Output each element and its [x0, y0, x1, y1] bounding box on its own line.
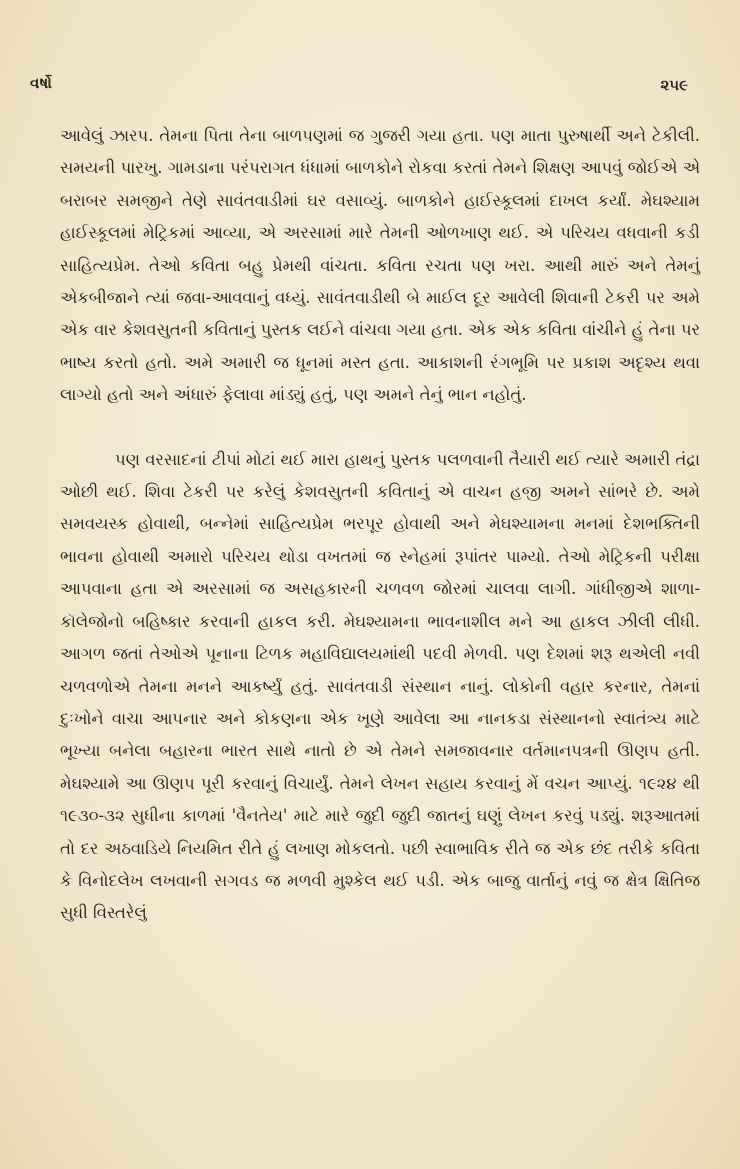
- body-text: [60, 120, 700, 930]
- paragraph-2: પણ વરસાદનાં ટીપાં મોટાં થઈ મારા હાથનું પુસ્તક પલળવાની તૈયારી થઈ ત્યારે અમારી તંદ્રા ઓછી થઈ. શિવા ટેકરી પર કરેલું કેશવસુતની કવિતાનું એ વાચન હજી અમને સાંભરે છે. અમે સમવયસ્ક હોવાથી, બન્નેમાં સાહિત્યપ્રેમ ભરપૂર હોવાથી અને મેઘશ્યામના મનમાં દેશભક્તિની ભાવના હોવાથી અમારો પરિચય થોડા વખતમાં જ સ્નેહમાં રૂપાંતર પામ્યો. તેઓ મેટ્રિકની પરીક્ષા આપવાના હતા એ અરસામાં જ અસહકારની ચળવળ જોરમાં ચાલવા લાગી. ગાંધીજીએ શાળા-કૉલેજોનો બહિષ્કાર કરવાની હાકલ કરી. મેઘશ્યામના ભાવનાશીલ મને આ હાકલ ઝીલી લીધી. આગળ જતાં તેઓએ પૂનાના ટિળક મહાવિદ્યાલયમાંથી પદવી મેળવી. પણ દેશમાં શરૂ થએલી નવી ચળવળોએ તેમના મનને આકર્ષ્યું હતું. સાવંતવાડી સંસ્થાન નાનું. લોકોની વહાર કરનાર, તેમનાં દુઃખોને વાચા આપનાર અને કોકણના એક ખૂણે આવેલા આ નાનકડા સંસ્થાનનો સ્વાતંત્ર્ય માટે ભૂખ્યા બનેલા બહારના ભારત સાથે નાતો છે એ તેમને સમજાવનાર વર્તમાનપત્રની ઊણપ હતી. મેઘશ્યામે આ ઊણપ પૂરી કરવાનું વિચાર્યું. તેમને લેખન સહાય કરવાનું મેં વચન આપ્યું. ૧૯૨૪ થી ૧૯૩૦-૩૨ સુધીના કાળમાં 'વૈનતેય' માટે મારે જુદી જુદી જાતનું ઘણું લેખન કરવું પડ્યું. શરૂઆતમાં તો દર અઠવાડિયે નિયમિત રીતે હું લખાણ મોકલતો. પછી સ્વાભાવિક રીતે જ એક છંદ તરીકે કવિતા કે વિનોદલેખ લખવાની સગવડ જ મળવી મુશ્કેલ થઈ પડી. એક બાજુ વાર્તાનું નવું જ ક્ષેત્ર ક્ષિતિજ સુધી વિસ્તરેલું: [60, 449, 700, 923]
- running-head: વર્ષો: [30, 74, 53, 92]
- page-number: ૨૫૯: [660, 76, 688, 94]
- paragraph-1: આવેલું ઝારપ. તેમના પિતા તેના બાળપણમાં જ ગુજરી ગયા હતા. પણ માતા પુરુષાર્થી અને ટેકીલી. સમયની પારખુ. ગામડાના પરંપરાગત ધંધામાં બાળકોને રોકવા કરતાં તેમને શિક્ષણ આપવું જોઈએ એ બરાબર સમજીને તેણે સાવંતવાડીમાં ઘર વસાવ્યું. બાળકોને હાઈસ્કૂલમાં દાખલ કર્યાં. મેઘશ્યામ હાઈસ્કૂલમાં મેટ્રિકમાં આવ્યા, એ અરસામાં મારે તેમની ઓળખાણ થઈ. એ પરિચય વધવાની કડી સાહિત્યપ્રેમ. તેઓ કવિતા બહુ પ્રેમથી વાંચતા. કવિતા રચતા પણ ખરા. આથી મારું અને તેમનું એકબીજાને ત્યાં જવા-આવવાનું વધ્યું. સાવંતવાડીથી બે માઈલ દૂર આવેલી શિવાની ટેકરી પર અમે એક વાર કેશવસુતની કવિતાનું પુસ્તક લઈને વાંચવા ગયા હતા. એક એક કવિતા વાંચીને હું તેના પર ભાષ્ય કરતો હતો. અમે અમારી જ ધૂનમાં મસ્ત હતા. આકાશની રંગભૂમિ પર પ્રકાશ અદૃશ્ય થવા લાગ્યો હતો અને અંધારું ફેલાવા માંડ્યું હતું, પણ અમને તેનું ભાન નહોતું.: [60, 126, 700, 405]
